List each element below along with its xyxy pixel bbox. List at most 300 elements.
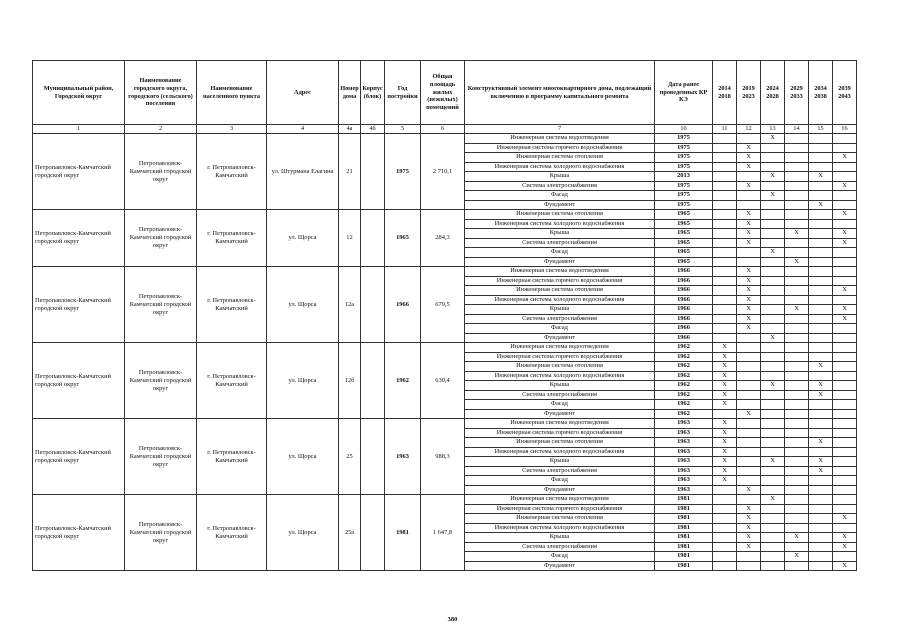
element-name-cell: Крыша: [465, 229, 655, 239]
period-mark-cell: [737, 466, 761, 476]
period-mark-cell: [833, 219, 857, 229]
period-mark-cell: [833, 381, 857, 391]
locality-cell: г. Петропавловск-Камчатский: [197, 419, 267, 495]
period-mark-cell: [713, 210, 737, 220]
repair-date-cell: 1962: [655, 362, 713, 372]
period-mark-cell: [713, 162, 737, 172]
period-mark-cell: [785, 314, 809, 324]
period-mark-cell: [761, 523, 785, 533]
period-mark-cell: [809, 561, 833, 571]
period-mark-cell: [737, 457, 761, 467]
period-mark-cell: X: [713, 466, 737, 476]
period-mark-cell: [785, 219, 809, 229]
period-mark-cell: X: [833, 533, 857, 543]
period-mark-cell: [809, 552, 833, 562]
period-mark-cell: [833, 191, 857, 201]
period-mark-cell: [833, 390, 857, 400]
repair-date-cell: 1963: [655, 447, 713, 457]
element-name-cell: Крыша: [465, 305, 655, 315]
period-mark-cell: [761, 352, 785, 362]
period-mark-cell: [833, 276, 857, 286]
period-mark-cell: [737, 428, 761, 438]
period-mark-cell: X: [833, 542, 857, 552]
building-cell: [361, 134, 385, 210]
repair-date-cell: 1965: [655, 238, 713, 248]
period-mark-cell: [809, 419, 833, 429]
period-mark-cell: [713, 504, 737, 514]
element-name-cell: Инженерная система отопления: [465, 438, 655, 448]
period-mark-cell: X: [809, 362, 833, 372]
municipal-cell: Петропавловск-Камчатский городской округ: [33, 343, 125, 419]
period-mark-cell: [833, 333, 857, 343]
repair-date-cell: 1965: [655, 210, 713, 220]
repair-date-cell: 1966: [655, 276, 713, 286]
period-mark-cell: [785, 419, 809, 429]
period-mark-cell: [809, 333, 833, 343]
period-mark-cell: [833, 466, 857, 476]
period-mark-cell: [761, 314, 785, 324]
period-mark-cell: [713, 267, 737, 277]
element-name-cell: Крыша: [465, 381, 655, 391]
locality-cell: г. Петропавловск-Камчатский: [197, 134, 267, 210]
period-mark-cell: [833, 495, 857, 505]
period-mark-cell: [809, 485, 833, 495]
house-number-cell: 21: [339, 134, 361, 210]
period-mark-cell: [737, 343, 761, 353]
table-row: [33, 419, 857, 429]
settlement-cell: Петропавловск-Камчатский городской округ: [125, 210, 197, 267]
column-number: 4: [267, 125, 339, 134]
house-number-cell: 25а: [339, 495, 361, 571]
period-mark-cell: [785, 286, 809, 296]
period-mark-cell: [809, 219, 833, 229]
house-number-cell: 12а: [339, 267, 361, 343]
period-mark-cell: X: [785, 552, 809, 562]
period-mark-cell: [713, 523, 737, 533]
period-mark-cell: X: [737, 295, 761, 305]
period-mark-cell: [761, 286, 785, 296]
period-mark-cell: [713, 172, 737, 182]
period-mark-cell: [785, 200, 809, 210]
element-name-cell: Инженерная система холодного водоснабжения: [465, 162, 655, 172]
repair-date-cell: 2013: [655, 172, 713, 182]
period-mark-cell: X: [737, 153, 761, 163]
element-name-cell: Инженерная система отопления: [465, 153, 655, 163]
element-name-cell: Система электроснабжения: [465, 238, 655, 248]
period-mark-cell: X: [737, 267, 761, 277]
period-mark-cell: X: [833, 238, 857, 248]
repair-date-cell: 1962: [655, 390, 713, 400]
element-name-cell: Инженерная система холодного водоснабжения: [465, 219, 655, 229]
column-number: 12: [737, 125, 761, 134]
element-name-cell: Инженерная система водоотведения: [465, 343, 655, 353]
repair-date-cell: 1963: [655, 457, 713, 467]
period-mark-cell: [833, 248, 857, 258]
area-cell: 679,5: [421, 267, 465, 343]
street-cell: ул. Щорса: [267, 343, 339, 419]
period-mark-cell: [761, 343, 785, 353]
header-period: 2034 2038: [809, 61, 833, 125]
municipal-cell: Петропавловск-Камчатский городской округ: [33, 419, 125, 495]
element-name-cell: Фундамент: [465, 333, 655, 343]
period-mark-cell: [809, 248, 833, 258]
period-mark-cell: [833, 523, 857, 533]
period-mark-cell: [761, 447, 785, 457]
period-mark-cell: [737, 400, 761, 410]
period-mark-cell: [809, 542, 833, 552]
element-name-cell: Фасад: [465, 324, 655, 334]
period-mark-cell: [785, 495, 809, 505]
locality-cell: г. Петропавловск-Камчатский: [197, 267, 267, 343]
period-mark-cell: [785, 295, 809, 305]
repair-date-cell: 1966: [655, 314, 713, 324]
period-mark-cell: [761, 200, 785, 210]
period-mark-cell: [761, 485, 785, 495]
period-mark-cell: [809, 514, 833, 524]
period-mark-cell: [785, 134, 809, 144]
period-mark-cell: [761, 257, 785, 267]
municipal-cell: Петропавловск-Камчатский городской округ: [33, 134, 125, 210]
period-mark-cell: [737, 419, 761, 429]
period-mark-cell: [761, 362, 785, 372]
settlement-cell: Петропавловск-Камчатский городской округ: [125, 495, 197, 571]
period-mark-cell: X: [737, 533, 761, 543]
period-mark-cell: [785, 542, 809, 552]
period-mark-cell: [761, 466, 785, 476]
period-mark-cell: [737, 390, 761, 400]
building-cell: [361, 210, 385, 267]
period-mark-cell: X: [713, 371, 737, 381]
period-mark-cell: X: [713, 362, 737, 372]
period-mark-cell: [785, 476, 809, 486]
table-header: [33, 61, 857, 125]
period-mark-cell: X: [833, 229, 857, 239]
period-mark-cell: X: [713, 419, 737, 429]
period-mark-cell: X: [833, 286, 857, 296]
period-mark-cell: X: [713, 457, 737, 467]
header-area: Общая площадь жилых (нежилых) помещений: [421, 61, 465, 125]
period-mark-cell: X: [833, 561, 857, 571]
repair-date-cell: 1981: [655, 504, 713, 514]
period-mark-cell: [713, 238, 737, 248]
repair-date-cell: 1965: [655, 229, 713, 239]
repair-date-cell: 1981: [655, 533, 713, 543]
header-address: Адрес: [267, 61, 339, 125]
period-mark-cell: X: [737, 210, 761, 220]
building-cell: [361, 419, 385, 495]
house-group: [33, 267, 857, 343]
header-period: 2024 2028: [761, 61, 785, 125]
element-name-cell: Инженерная система горячего водоснабжения: [465, 504, 655, 514]
period-mark-cell: X: [713, 447, 737, 457]
header-repair-date: Дата ранее проведенных КР КЭ: [655, 61, 713, 125]
area-cell: 1 647,8: [421, 495, 465, 571]
repair-date-cell: 1962: [655, 409, 713, 419]
period-mark-cell: X: [713, 428, 737, 438]
period-mark-cell: [785, 181, 809, 191]
element-name-cell: Крыша: [465, 457, 655, 467]
period-mark-cell: [713, 143, 737, 153]
repair-date-cell: 1966: [655, 324, 713, 334]
period-mark-cell: [761, 324, 785, 334]
period-mark-cell: X: [761, 248, 785, 258]
settlement-cell: Петропавловск-Камчатский городской округ: [125, 343, 197, 419]
element-name-cell: Инженерная система холодного водоснабжения: [465, 371, 655, 381]
period-mark-cell: [785, 561, 809, 571]
element-name-cell: Инженерная система горячего водоснабжения: [465, 143, 655, 153]
period-mark-cell: X: [737, 485, 761, 495]
house-group: [33, 210, 857, 267]
period-mark-cell: [713, 314, 737, 324]
period-mark-cell: [713, 552, 737, 562]
period-mark-cell: [737, 200, 761, 210]
period-mark-cell: [761, 371, 785, 381]
period-mark-cell: X: [737, 314, 761, 324]
element-name-cell: Инженерная система холодного водоснабжения: [465, 447, 655, 457]
period-mark-cell: [809, 210, 833, 220]
repair-date-cell: 1981: [655, 542, 713, 552]
period-mark-cell: [809, 371, 833, 381]
element-name-cell: Фундамент: [465, 200, 655, 210]
period-mark-cell: [713, 248, 737, 258]
repair-date-cell: 1981: [655, 523, 713, 533]
period-mark-cell: [833, 419, 857, 429]
period-mark-cell: X: [713, 400, 737, 410]
period-mark-cell: [713, 191, 737, 201]
period-mark-cell: [737, 495, 761, 505]
street-cell: ул. Щорса: [267, 495, 339, 571]
period-mark-cell: X: [737, 542, 761, 552]
header-house-number: Номер дома: [339, 61, 361, 125]
period-mark-cell: [761, 561, 785, 571]
element-name-cell: Фундамент: [465, 409, 655, 419]
period-mark-cell: [809, 153, 833, 163]
year-built-cell: 1975: [385, 134, 421, 210]
period-mark-cell: X: [809, 457, 833, 467]
repair-date-cell: 1965: [655, 248, 713, 258]
period-mark-cell: [833, 200, 857, 210]
header-building: Корпус (блок): [361, 61, 385, 125]
repair-date-cell: 1966: [655, 295, 713, 305]
period-mark-cell: X: [761, 134, 785, 144]
period-mark-cell: [785, 514, 809, 524]
period-mark-cell: [713, 134, 737, 144]
repair-date-cell: 1965: [655, 219, 713, 229]
period-mark-cell: X: [737, 409, 761, 419]
repair-date-cell: 1962: [655, 343, 713, 353]
period-mark-cell: X: [833, 314, 857, 324]
period-mark-cell: [833, 343, 857, 353]
period-mark-cell: X: [713, 390, 737, 400]
repair-date-cell: 1975: [655, 153, 713, 163]
repair-date-cell: 1975: [655, 181, 713, 191]
period-mark-cell: [785, 343, 809, 353]
period-mark-cell: [833, 162, 857, 172]
period-mark-cell: X: [737, 305, 761, 315]
period-mark-cell: [809, 533, 833, 543]
period-mark-cell: X: [713, 343, 737, 353]
period-mark-cell: [785, 485, 809, 495]
repair-date-cell: 1963: [655, 485, 713, 495]
period-mark-cell: [809, 495, 833, 505]
period-mark-cell: [785, 267, 809, 277]
period-mark-cell: [809, 504, 833, 514]
period-mark-cell: [833, 257, 857, 267]
period-mark-cell: [713, 219, 737, 229]
element-name-cell: Крыша: [465, 533, 655, 543]
element-name-cell: Инженерная система отопления: [465, 286, 655, 296]
house-number-cell: 25: [339, 419, 361, 495]
period-mark-cell: X: [809, 438, 833, 448]
period-mark-cell: [785, 466, 809, 476]
year-built-cell: 1965: [385, 210, 421, 267]
table-row: [33, 210, 857, 220]
street-cell: ул. Штурмана Елагина: [267, 134, 339, 210]
header-period: 2019 2023: [737, 61, 761, 125]
element-name-cell: Инженерная система отопления: [465, 210, 655, 220]
period-mark-cell: X: [809, 172, 833, 182]
year-built-cell: 1963: [385, 419, 421, 495]
period-mark-cell: [809, 352, 833, 362]
period-mark-cell: [833, 485, 857, 495]
element-name-cell: Инженерная система отопления: [465, 362, 655, 372]
column-number: 4а: [339, 125, 361, 134]
period-mark-cell: [713, 295, 737, 305]
period-mark-cell: [737, 561, 761, 571]
repair-date-cell: 1975: [655, 200, 713, 210]
period-mark-cell: [761, 305, 785, 315]
element-name-cell: Крыша: [465, 172, 655, 182]
period-mark-cell: [809, 162, 833, 172]
period-mark-cell: [785, 428, 809, 438]
period-mark-cell: X: [809, 466, 833, 476]
header-settlement-area: Наименование городского округа, городского (сельского) поселения: [125, 61, 197, 125]
period-mark-cell: [761, 162, 785, 172]
period-mark-cell: [785, 153, 809, 163]
period-mark-cell: [833, 400, 857, 410]
period-mark-cell: X: [785, 305, 809, 315]
period-mark-cell: [785, 324, 809, 334]
period-mark-cell: X: [713, 381, 737, 391]
element-name-cell: Фасад: [465, 248, 655, 258]
column-number: 2: [125, 125, 197, 134]
period-mark-cell: X: [809, 381, 833, 391]
municipal-cell: Петропавловск-Камчатский городской округ: [33, 495, 125, 571]
period-mark-cell: [833, 352, 857, 362]
period-mark-cell: [809, 257, 833, 267]
period-mark-cell: [761, 219, 785, 229]
period-mark-cell: [809, 295, 833, 305]
period-mark-cell: [833, 143, 857, 153]
period-mark-cell: [785, 447, 809, 457]
period-mark-cell: X: [737, 181, 761, 191]
period-mark-cell: X: [833, 514, 857, 524]
period-mark-cell: [785, 457, 809, 467]
column-number: 11: [713, 125, 737, 134]
period-mark-cell: [761, 295, 785, 305]
element-name-cell: Инженерная система холодного водоснабжения: [465, 295, 655, 305]
period-mark-cell: [809, 409, 833, 419]
period-mark-cell: [809, 476, 833, 486]
period-mark-cell: [761, 267, 785, 277]
element-name-cell: Инженерная система горячего водоснабжения: [465, 276, 655, 286]
repair-date-cell: 1963: [655, 466, 713, 476]
repair-date-cell: 1975: [655, 191, 713, 201]
period-mark-cell: [785, 523, 809, 533]
period-mark-cell: [785, 162, 809, 172]
column-number: 15: [809, 125, 833, 134]
period-mark-cell: X: [833, 210, 857, 220]
column-number-row: [33, 125, 857, 134]
period-mark-cell: X: [713, 438, 737, 448]
element-name-cell: Фасад: [465, 400, 655, 410]
period-mark-cell: [713, 305, 737, 315]
period-mark-cell: [761, 533, 785, 543]
period-mark-cell: [761, 238, 785, 248]
period-mark-cell: [833, 552, 857, 562]
period-mark-cell: X: [785, 533, 809, 543]
period-mark-cell: X: [713, 476, 737, 486]
element-name-cell: Система электроснабжения: [465, 542, 655, 552]
period-mark-cell: X: [737, 523, 761, 533]
period-mark-cell: [833, 409, 857, 419]
column-number: 16: [833, 125, 857, 134]
period-mark-cell: X: [833, 305, 857, 315]
column-number: 3: [197, 125, 267, 134]
period-mark-cell: [833, 267, 857, 277]
period-mark-cell: [809, 229, 833, 239]
header-period: 2029 2033: [785, 61, 809, 125]
period-mark-cell: X: [809, 390, 833, 400]
period-mark-cell: [809, 267, 833, 277]
repair-date-cell: 1962: [655, 400, 713, 410]
element-name-cell: Фасад: [465, 191, 655, 201]
period-mark-cell: [833, 172, 857, 182]
element-name-cell: Инженерная система горячего водоснабжения: [465, 352, 655, 362]
period-mark-cell: [785, 191, 809, 201]
period-mark-cell: [713, 514, 737, 524]
period-mark-cell: [785, 333, 809, 343]
period-mark-cell: [809, 191, 833, 201]
repair-date-cell: 1981: [655, 561, 713, 571]
year-built-cell: 1962: [385, 343, 421, 419]
area-cell: 988,3: [421, 419, 465, 495]
period-mark-cell: [737, 362, 761, 372]
capital-repair-table: [32, 60, 857, 571]
period-mark-cell: [713, 485, 737, 495]
period-mark-cell: [737, 257, 761, 267]
period-mark-cell: [761, 409, 785, 419]
period-mark-cell: [833, 438, 857, 448]
element-name-cell: Фундамент: [465, 485, 655, 495]
house-number-cell: 12б: [339, 343, 361, 419]
period-mark-cell: [809, 286, 833, 296]
element-name-cell: Фундамент: [465, 561, 655, 571]
period-mark-cell: X: [737, 219, 761, 229]
repair-date-cell: 1962: [655, 371, 713, 381]
period-mark-cell: [713, 181, 737, 191]
street-cell: ул. Щорса: [267, 419, 339, 495]
period-mark-cell: X: [761, 333, 785, 343]
period-mark-cell: [713, 200, 737, 210]
period-mark-cell: [761, 276, 785, 286]
period-mark-cell: [809, 134, 833, 144]
period-mark-cell: [737, 248, 761, 258]
document-sheet: [32, 60, 857, 571]
street-cell: ул. Щорса: [267, 210, 339, 267]
period-mark-cell: X: [833, 153, 857, 163]
period-mark-cell: [713, 153, 737, 163]
